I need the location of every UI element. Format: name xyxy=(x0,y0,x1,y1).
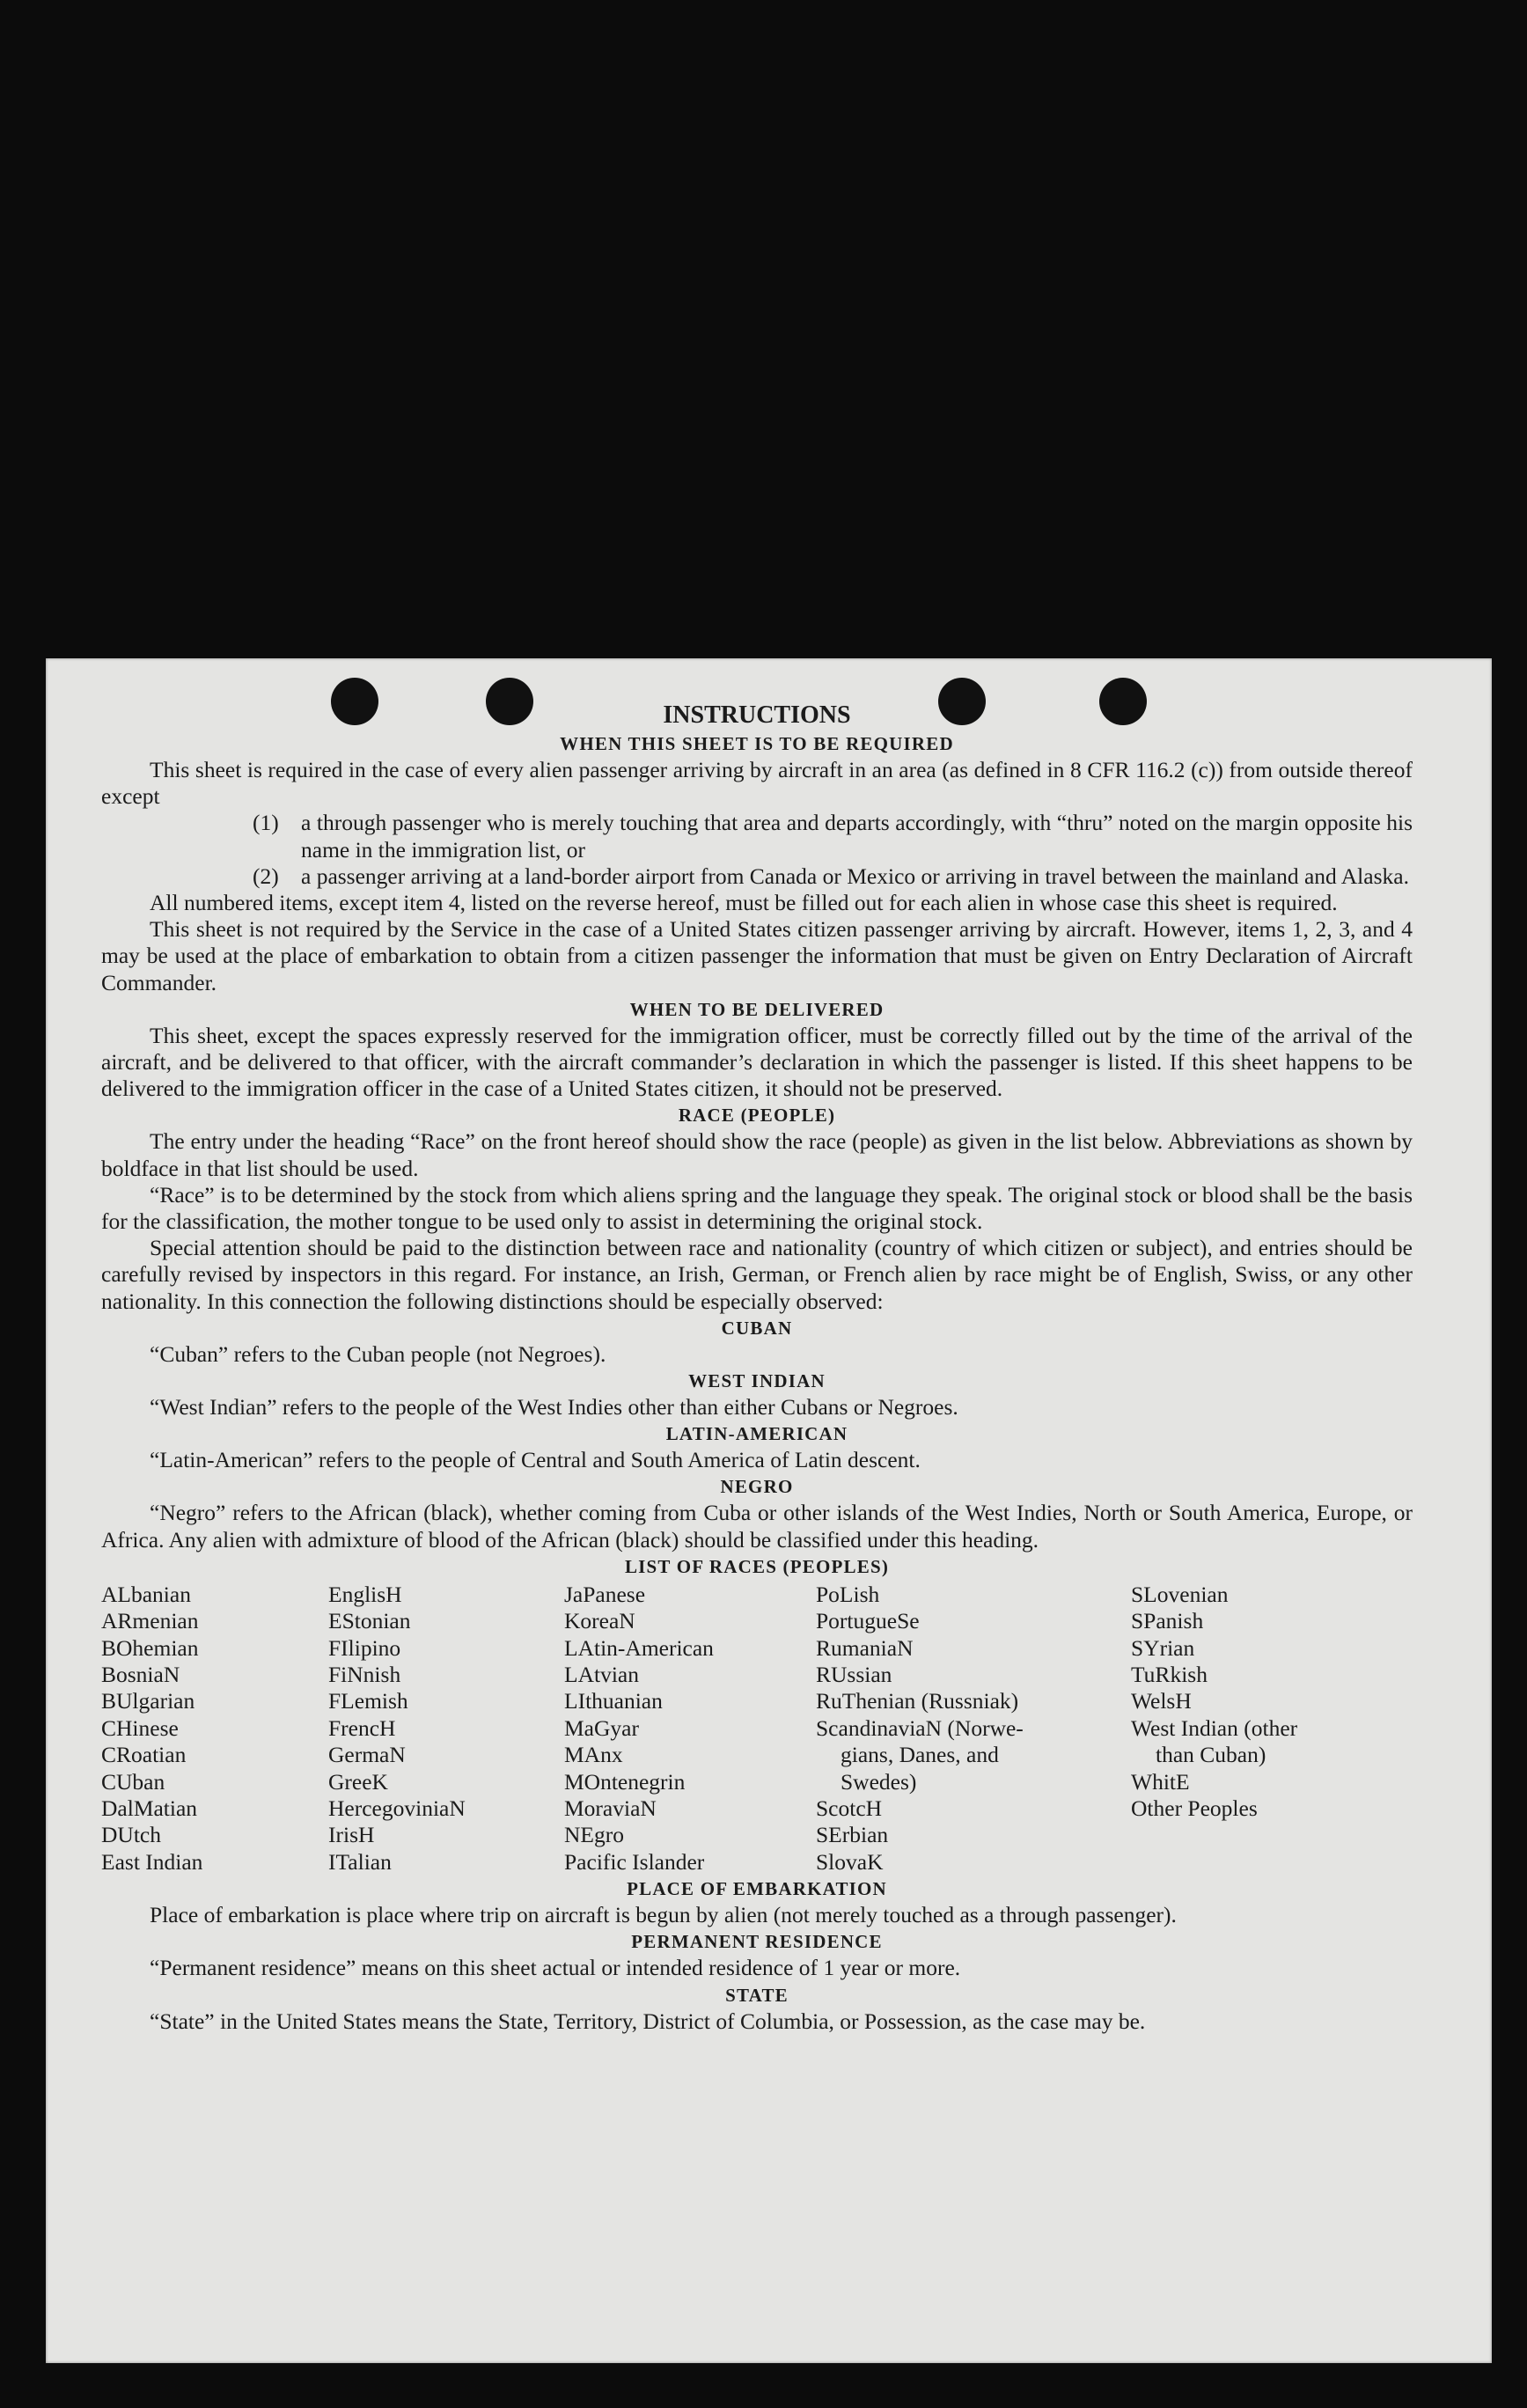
paragraph: “Cuban” refers to the Cuban people (not Negroes). xyxy=(150,1340,606,1367)
race-entry: LAtvian xyxy=(564,1662,639,1688)
race-entry: TuRkish xyxy=(1131,1662,1208,1688)
race-entry: GreeK xyxy=(328,1768,388,1795)
race-entry: FLemish xyxy=(328,1688,408,1714)
item-number: (2) xyxy=(253,863,279,889)
list-item xyxy=(101,810,1413,863)
race-entry: CHinese xyxy=(101,1714,179,1741)
item-text: a through passenger who is merely touching that area and departs accordingly, with “thru” noted on the margin opposite his name in the immigration list, or xyxy=(301,810,1413,863)
race-entry: DUtch xyxy=(101,1822,161,1848)
race-entry-continued: than Cuban) xyxy=(1156,1742,1266,1768)
item-number: (1) xyxy=(253,810,279,836)
section-heading: STATE xyxy=(725,1984,789,2006)
race-entry: ARmenian xyxy=(101,1608,199,1634)
race-entry: MAnx xyxy=(564,1742,623,1768)
race-entry: West Indian (other xyxy=(1131,1714,1298,1741)
section-heading: WEST INDIAN xyxy=(688,1370,826,1392)
section-heading: PERMANENT RESIDENCE xyxy=(631,1931,883,1953)
section-heading: WHEN TO BE DELIVERED xyxy=(629,998,885,1020)
paragraph: “Latin-American” refers to the people of Central and South America of Latin descent. xyxy=(150,1447,921,1473)
race-entry: PoLish xyxy=(816,1581,880,1607)
section-heading: LATIN-AMERICAN xyxy=(665,1423,848,1445)
paragraph: This sheet, except the spaces expressly reserved for the immigration officer, must be correctly filled out by the time of the arrival of the aircraft, and be delivered to that officer, with the aircraft commander’s declaration in which the passenger is listed. If this sheet happens to be delivered to the immigration officer in the case of a United States citizen, it should not be preserved. xyxy=(101,1022,1413,1102)
race-entry: Other Peoples xyxy=(1131,1795,1258,1821)
race-entry: CRoatian xyxy=(101,1742,187,1768)
paragraph: “Race” is to be determined by the stock from which aliens spring and the language they speak. The original stock or blood shall be the basis for the classification, the mother tongue to be used only to assist in determining the original stock. xyxy=(101,1181,1413,1235)
section-heading: PLACE OF EMBARKATION xyxy=(627,1878,887,1900)
race-entry: LIthuanian xyxy=(564,1688,663,1714)
race-entry: WhitE xyxy=(1131,1768,1190,1795)
paragraph: “State” in the United States means the State, Territory, District of Columbia, or Possession, as the case may be. xyxy=(150,2008,1146,2034)
race-entry-continued: Swedes) xyxy=(841,1768,917,1795)
race-entry: FIlipino xyxy=(328,1634,401,1661)
paragraph: Special attention should be paid to the distinction between race and nationality (country of which citizen or subject), and entries should be carefully revised by inspectors in this regard. For instance, an Irish, German, or French alien by race might be of English, Swiss, or any other nationality. In this connection the following distinctions should be especially observed: xyxy=(101,1235,1413,1314)
race-entry: MaGyar xyxy=(564,1714,639,1741)
race-entry: SlovaK xyxy=(816,1848,884,1875)
race-entry: MoraviaN xyxy=(564,1795,657,1821)
race-entry: DalMatian xyxy=(101,1795,198,1821)
race-entry: KoreaN xyxy=(564,1608,635,1634)
race-entry: FiNnish xyxy=(328,1662,401,1688)
races-column xyxy=(1131,1582,1369,1876)
race-entry: ScandinaviaN (Norwe- xyxy=(816,1714,1024,1741)
race-entry: CUban xyxy=(101,1768,165,1795)
race-entry: MOntenegrin xyxy=(564,1768,686,1795)
race-entry: IrisH xyxy=(328,1822,375,1848)
paragraph: This sheet is not required by the Service in the case of a United States citizen passenger arriving by aircraft. However, items 1, 2, 3, and 4 may be used at the place of embarkation to obtain from a citizen passenger the information that must be given on Entry Declaration of Aircraft Commander. xyxy=(101,916,1413,995)
races-column xyxy=(816,1582,1131,1876)
list-item xyxy=(101,863,1413,890)
race-entry: SYrian xyxy=(1131,1634,1195,1661)
item-text: a passenger arriving at a land-border airport from Canada or Mexico or arriving in travel between the mainland and Alaska. xyxy=(301,863,1409,889)
race-entry-continued: gians, Danes, and xyxy=(841,1742,999,1768)
race-entry: EStonian xyxy=(328,1608,411,1634)
section-heading: WHEN THIS SHEET IS TO BE REQUIRED xyxy=(560,733,954,754)
race-entry: JaPanese xyxy=(564,1581,646,1607)
race-entry: BUlgarian xyxy=(101,1688,195,1714)
document-body xyxy=(101,701,1413,2035)
race-entry: ALbanian xyxy=(101,1581,191,1607)
race-entry: SLovenian xyxy=(1131,1581,1229,1607)
race-entry: ScotcH xyxy=(816,1795,883,1821)
races-column xyxy=(328,1582,564,1876)
section-heading: CUBAN xyxy=(721,1317,793,1339)
races-column xyxy=(101,1582,328,1876)
paragraph: Place of embarkation is place where trip on aircraft is begun by alien (not merely touched as a through passenger). xyxy=(150,1902,1177,1928)
race-entry: SPanish xyxy=(1131,1608,1204,1634)
race-entry: GermaN xyxy=(328,1742,406,1768)
race-entry: EnglisH xyxy=(328,1581,402,1607)
paragraph: “Negro” refers to the African (black), whether coming from Cuba or other islands of the West Indies, North or South America, Europe, or Africa. Any alien with admixture of blood of the African (black) should be classified under this heading. xyxy=(101,1500,1413,1553)
race-entry: RUssian xyxy=(816,1662,892,1688)
paragraph: “West Indian” refers to the people of the West Indies other than either Cubans or Negroes. xyxy=(150,1394,958,1421)
race-entry: BOhemian xyxy=(101,1634,199,1661)
paragraph: The entry under the heading “Race” on the front hereof should show the race (people) as given in the list below. Abbreviations as shown by boldface in that list should be used. xyxy=(101,1128,1413,1181)
race-entry: HercegoviniaN xyxy=(328,1795,466,1821)
race-entry: SErbian xyxy=(816,1822,889,1848)
race-entry: LAtin-American xyxy=(564,1634,714,1661)
race-entry: ITalian xyxy=(328,1848,392,1875)
document-title: INSTRUCTIONS xyxy=(663,701,851,729)
race-entry: Pacific Islander xyxy=(564,1848,705,1875)
paragraph: “Permanent residence” means on this sheet actual or intended residence of 1 year or more. xyxy=(150,1955,961,1981)
race-entry: PortugueSe xyxy=(816,1608,920,1634)
race-entry: WelsH xyxy=(1131,1688,1192,1714)
races-list xyxy=(101,1582,1413,1876)
race-entry: East Indian xyxy=(101,1848,203,1875)
race-entry: BosniaN xyxy=(101,1662,180,1688)
paragraph: This sheet is required in the case of every alien passenger arriving by aircraft in an area (as defined in 8 CFR 116.2 (c)) from outside thereof except xyxy=(101,757,1413,810)
section-heading: NEGRO xyxy=(720,1476,794,1498)
section-heading: RACE (PEOPLE) xyxy=(678,1105,836,1127)
race-entry: FrencH xyxy=(328,1714,396,1741)
paragraph: All numbered items, except item 4, listed on the reverse hereof, must be filled out for each alien in whose case this sheet is required. xyxy=(150,890,1338,916)
section-heading: LIST OF RACES (PEOPLES) xyxy=(624,1555,890,1577)
race-entry: NEgro xyxy=(564,1822,624,1848)
races-column xyxy=(564,1582,816,1876)
race-entry: RuThenian (Russniak) xyxy=(816,1688,1019,1714)
race-entry: RumaniaN xyxy=(816,1634,914,1661)
